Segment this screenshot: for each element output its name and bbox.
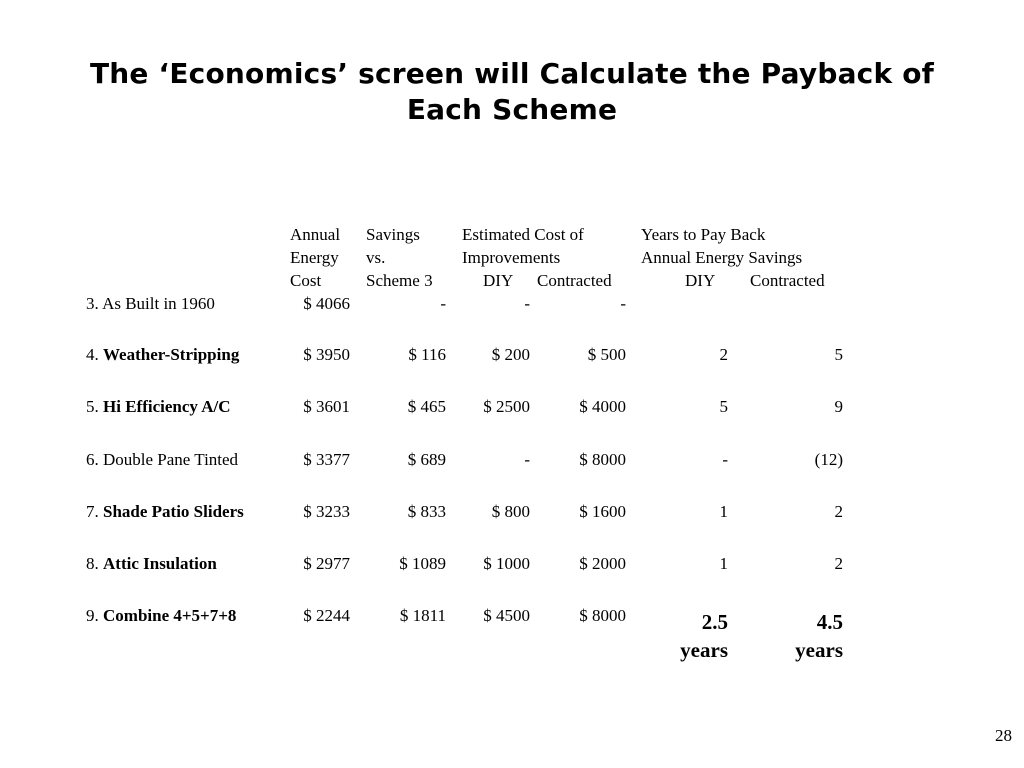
cell-contracted: $ 8000: [579, 606, 626, 625]
cell-cost: $ 3233: [303, 502, 350, 521]
cell-diy: -: [524, 450, 530, 469]
cell-y-diy: 5: [719, 397, 728, 416]
cell-diy: -: [524, 294, 530, 313]
cell-savings: $ 465: [407, 397, 446, 416]
row-label: 8. Attic Insulation: [86, 554, 217, 573]
slide-number: 28: [995, 726, 1012, 745]
header-annual-energy-cost: Annual Energy Cost: [290, 225, 341, 290]
header-years-to-pay-back: Years to Pay Back Annual Energy Savings: [641, 225, 803, 267]
cell-savings: $ 1089: [399, 554, 446, 573]
cell-diy: $ 800: [491, 502, 530, 521]
cell-contracted: $ 8000: [579, 450, 626, 469]
cell-y-contracted: 9: [834, 397, 843, 416]
cell-diy: $ 4500: [483, 606, 530, 625]
header-estimated-cost: Estimated Cost of Improvements: [462, 225, 584, 267]
cell-cost: $ 2977: [303, 554, 350, 573]
title-line-1: The ‘Economics’ screen will Calculate the Payback of: [89, 57, 935, 90]
cell-contracted: -: [620, 294, 626, 313]
row-label: 4. Weather-Stripping: [86, 345, 240, 364]
row-label: 3. As Built in 1960: [86, 294, 215, 313]
cell-contracted: $ 500: [587, 345, 626, 364]
cell-y-diy: 1: [719, 554, 728, 573]
header-savings-vs-scheme: Savings vs. Scheme 3: [366, 225, 433, 290]
cell-savings: $ 833: [407, 502, 446, 521]
cell-y-contracted: (12): [814, 450, 843, 469]
cell-cost: $ 2244: [303, 606, 350, 625]
header-years-diy: DIY: [685, 271, 716, 290]
row-label: 5. Hi Efficiency A/C: [86, 397, 231, 416]
cell-y-contracted: 2: [834, 502, 843, 521]
cell-y-diy: 2.5 years: [680, 610, 728, 662]
cell-diy: $ 2500: [483, 397, 530, 416]
cell-y-contracted: 4.5 years: [795, 610, 843, 662]
cell-savings: -: [440, 294, 446, 313]
cell-contracted: $ 1600: [579, 502, 626, 521]
row-label: 7. Shade Patio Sliders: [86, 502, 244, 521]
cell-cost: $ 4066: [303, 294, 350, 313]
cell-contracted: $ 4000: [579, 397, 626, 416]
header-est-cost-contracted: Contracted: [537, 271, 612, 290]
cell-y-diy: -: [722, 450, 728, 469]
row-label: 6. Double Pane Tinted: [86, 450, 239, 469]
cell-y-diy: 1: [719, 502, 728, 521]
cell-y-contracted: 2: [834, 554, 843, 573]
years-unit: years: [680, 638, 728, 662]
cell-y-diy: 2: [719, 345, 728, 364]
slide-title: [40, 56, 984, 128]
cell-y-contracted: 5: [834, 345, 843, 364]
cell-diy: $ 1000: [483, 554, 530, 573]
cell-savings: $ 689: [407, 450, 446, 469]
header-years-contracted: Contracted: [750, 271, 825, 290]
cell-savings: $ 1811: [399, 606, 446, 625]
cell-cost: $ 3950: [303, 345, 350, 364]
cell-diy: $ 200: [491, 345, 530, 364]
cell-savings: $ 116: [408, 345, 446, 364]
years-unit: years: [795, 638, 843, 662]
cell-cost: $ 3377: [303, 450, 350, 469]
row-label: 9. Combine 4+5+7+8: [86, 606, 237, 625]
header-est-cost-diy: DIY: [483, 271, 514, 290]
cell-contracted: $ 2000: [579, 554, 626, 573]
cell-cost: $ 3601: [303, 397, 350, 416]
title-line-2: Each Scheme: [406, 93, 618, 126]
